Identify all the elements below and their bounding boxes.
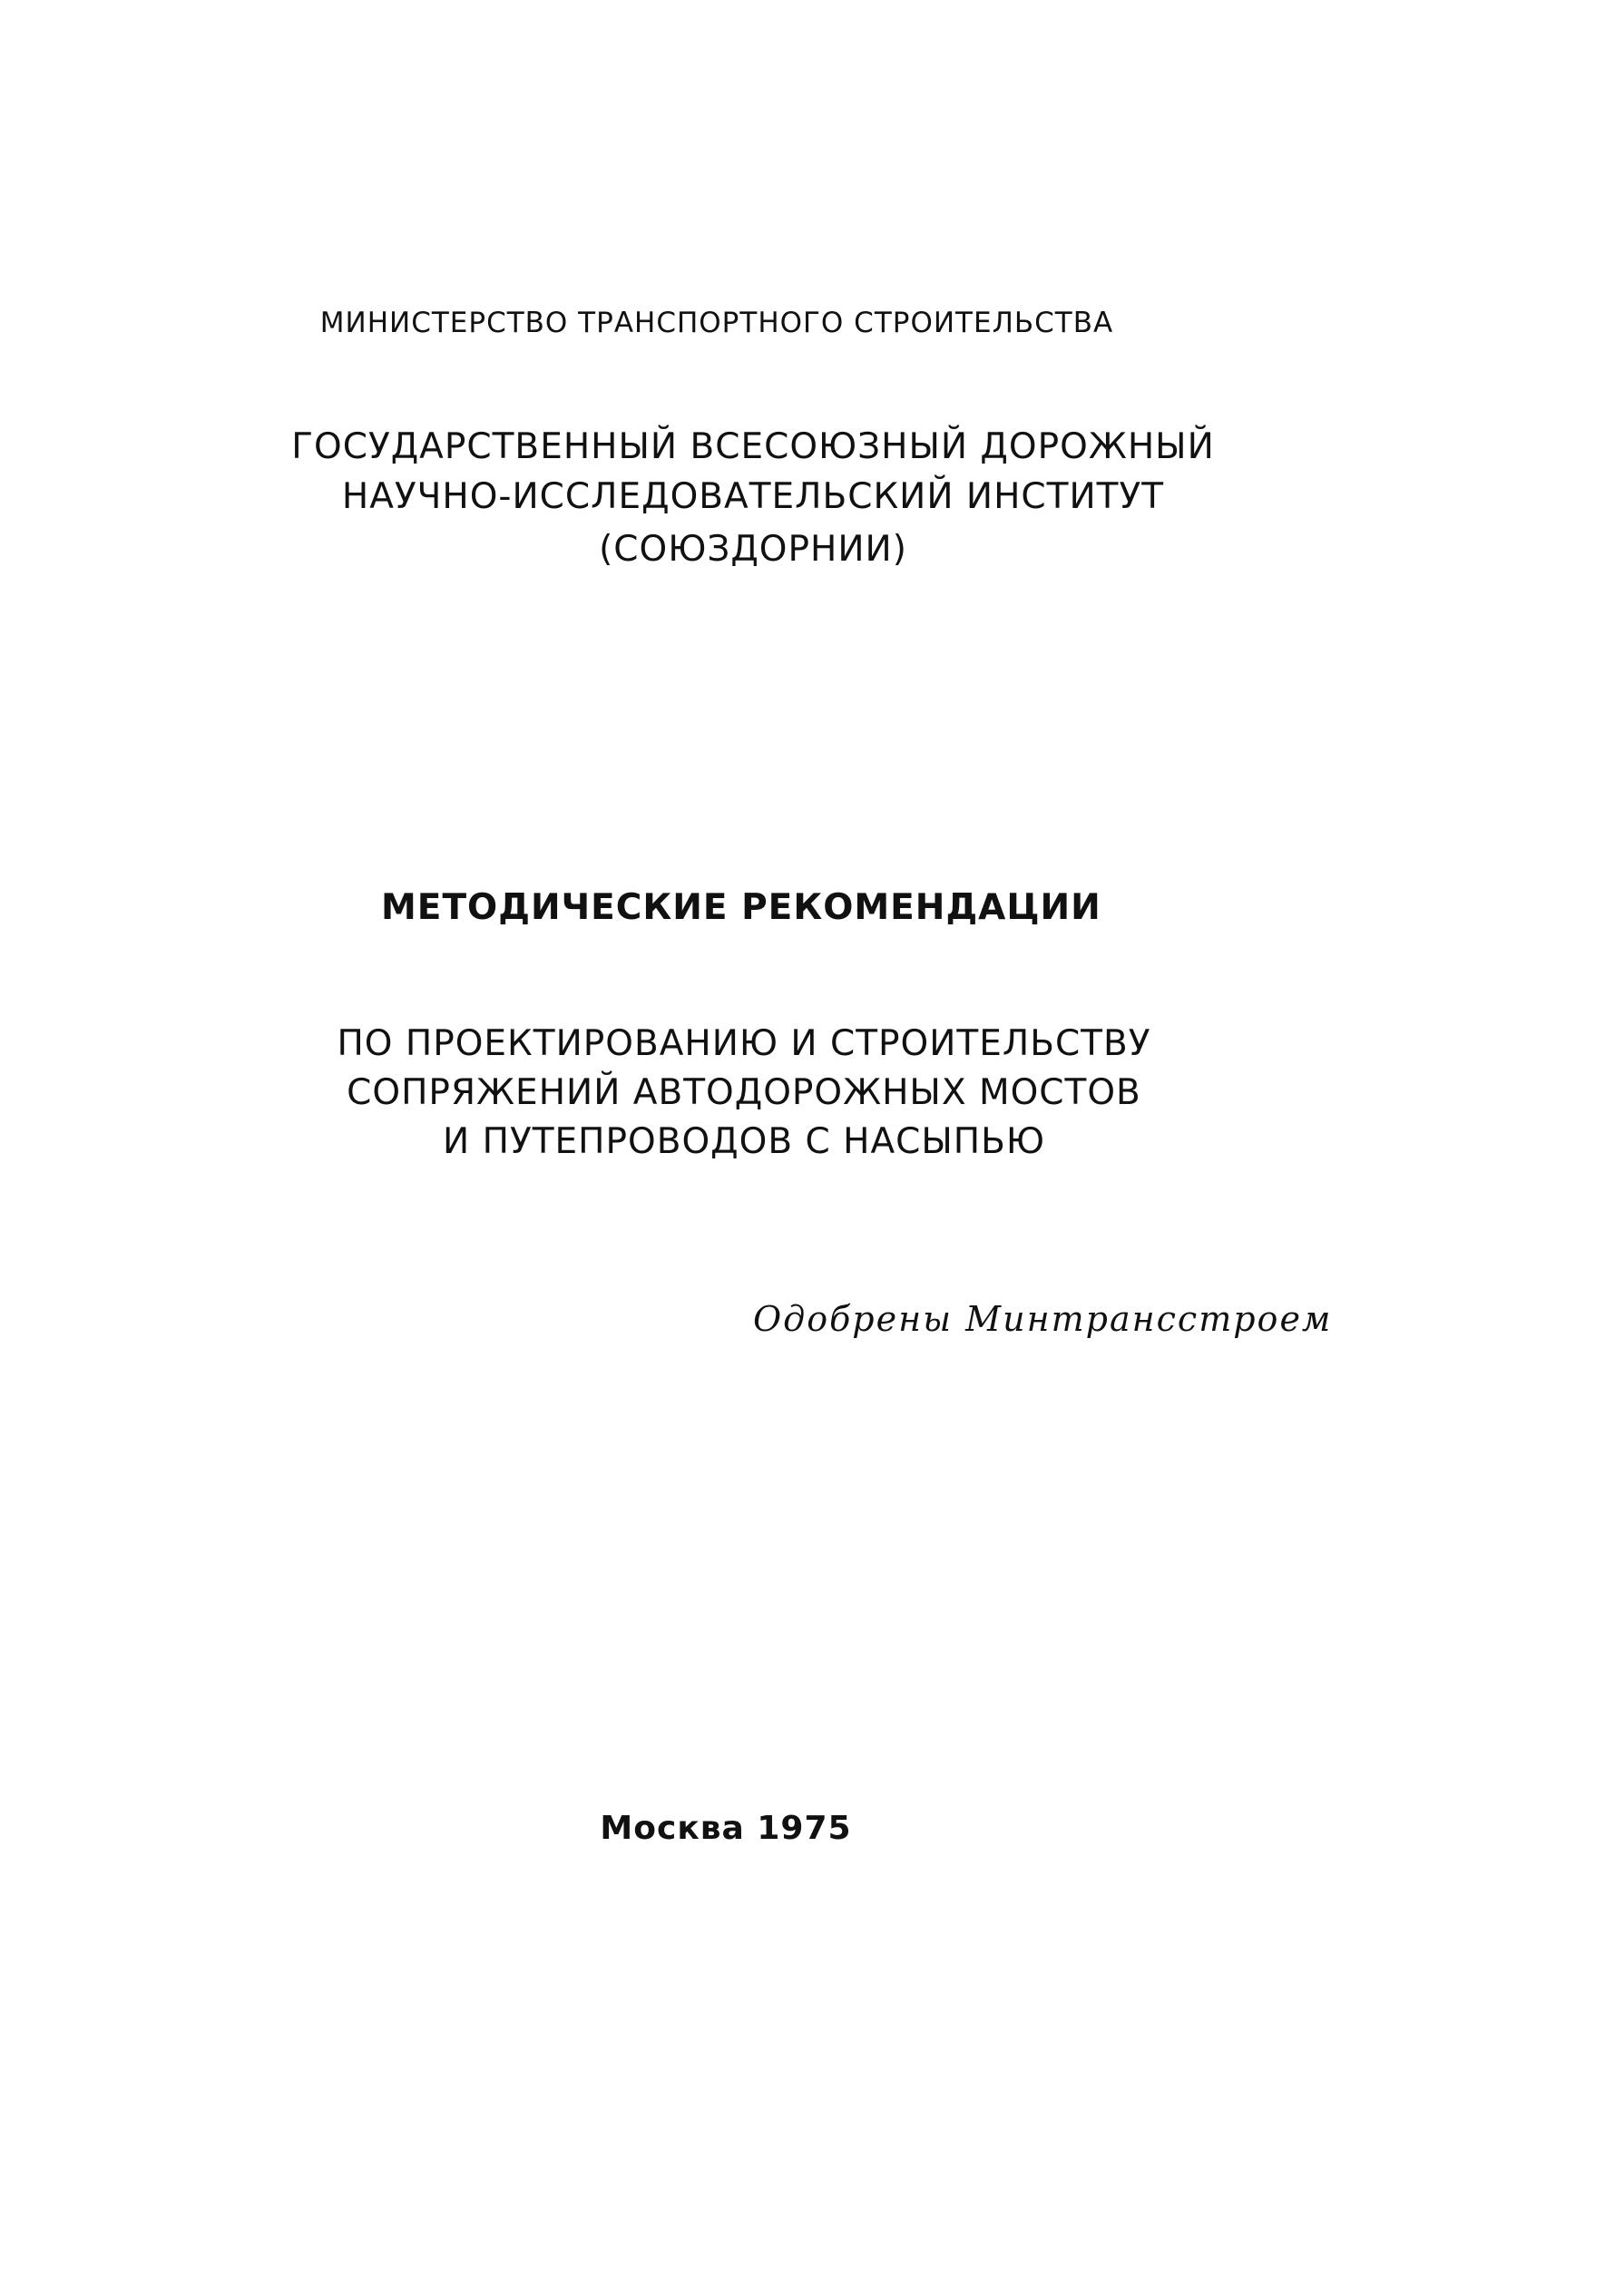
document-subtitle-line-1: ПО ПРОЕКТИРОВАНИЮ И СТРОИТЕЛЬСТВУ — [337, 1023, 1151, 1064]
institute-name-line-2: НАУЧНО-ИССЛЕДОВАТЕЛЬСКИЙ ИНСТИТУТ — [341, 476, 1165, 517]
institute-name-line-1: ГОСУДАРСТВЕННЫЙ ВСЕСОЮЗНЫЙ ДОРОЖНЫЙ — [291, 426, 1215, 467]
document-title: МЕТОДИЧЕСКИЕ РЕКОМЕНДАЦИИ — [381, 887, 1101, 928]
approval-note: Одобрены Минтрансстроем — [753, 1299, 1333, 1339]
document-subtitle-line-2: СОПРЯЖЕНИЙ АВТОДОРОЖНЫХ МОСТОВ — [347, 1072, 1141, 1113]
institute-abbreviation: (СОЮЗДОРНИИ) — [599, 529, 907, 570]
ministry-name: МИНИСТЕРСТВО ТРАНСПОРТНОГО СТРОИТЕЛЬСТВА — [319, 307, 1114, 339]
publication-place-year: Москва 1975 — [600, 1810, 852, 1847]
document-subtitle-line-3: И ПУТЕПРОВОДОВ С НАСЫПЬЮ — [443, 1121, 1045, 1162]
